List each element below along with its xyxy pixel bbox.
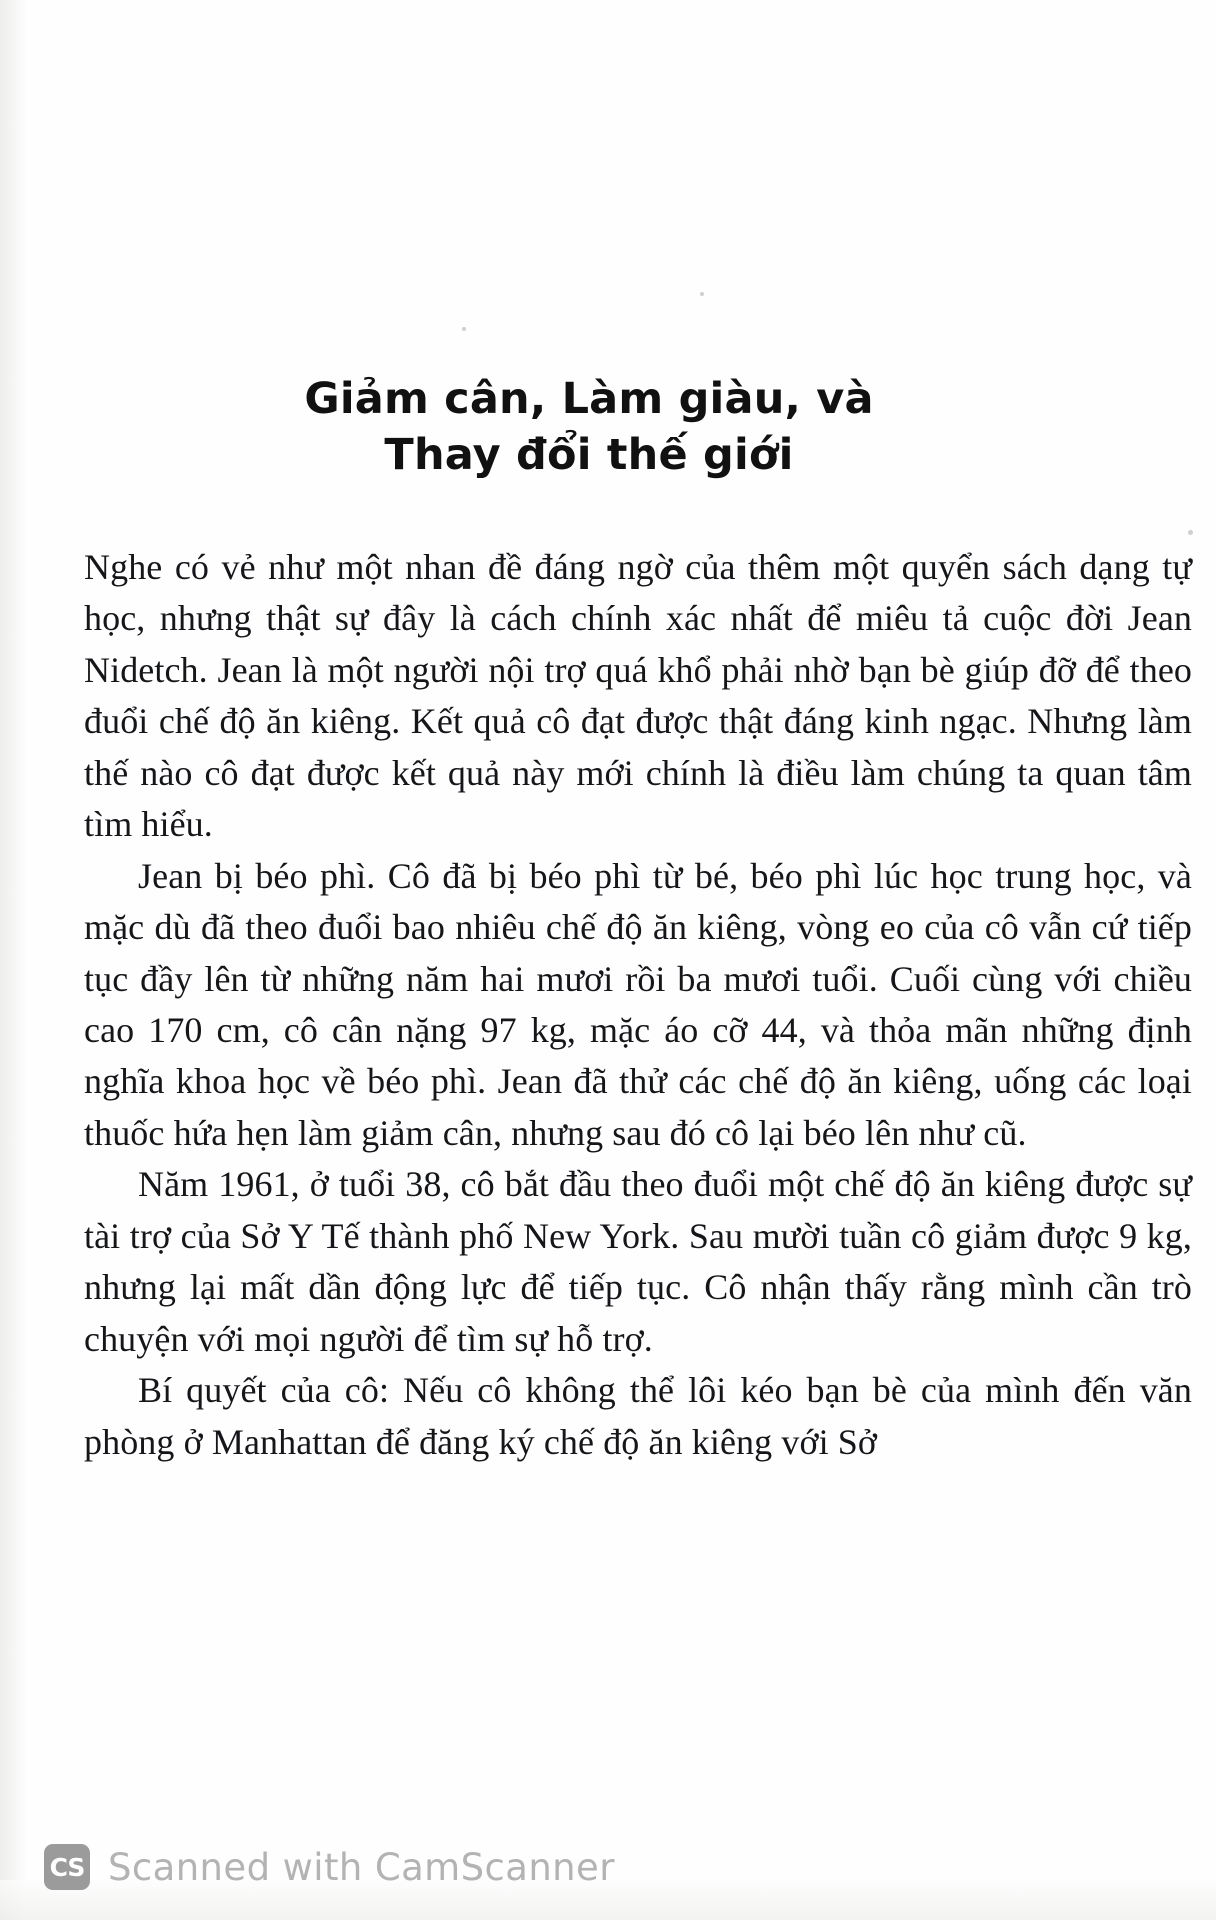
scan-speck	[700, 292, 704, 296]
page-title	[84, 372, 1214, 484]
camscanner-watermark-label: Scanned with CamScanner	[108, 1845, 615, 1889]
paragraph: Năm 1961, ở tuổi 38, cô bắt đầu theo đuổi một chế độ ăn kiêng được sự tài trợ của Sở Y Tế thành phố New York. Sau mười tuần cô giảm được 9 kg, nhưng lại mất dần động lực để tiếp tục. Cô nhận thấy rằng mình cần trò chuyện với mọi người để tìm sự hỗ trợ.	[84, 1164, 1192, 1359]
page-content	[84, 372, 1214, 1468]
camscanner-logo-icon: CS	[44, 1844, 90, 1890]
scan-speck	[462, 327, 466, 331]
paragraph: Jean bị béo phì. Cô đã bị béo phì từ bé, béo phì lúc học trung học, và mặc dù đã theo đuổi bao nhiêu chế độ ăn kiêng, vòng eo của cô vẫn cứ tiếp tục đầy lên từ những năm hai mươi rồi ba mươi tuổi. Cuối cùng với chiều cao 170 cm, cô cân nặng 97 kg, mặc áo cỡ 44, và thỏa mãn những định nghĩa khoa học về béo phì. Jean đã thử các chế độ ăn kiêng, uống các loại thuốc hứa hẹn làm giảm cân, nhưng sau đó cô lại béo lên như cũ.	[84, 855, 1192, 1153]
page-title-line-1: Giảm cân, Làm giàu, và	[304, 374, 874, 424]
paragraph: Bí quyết của cô: Nếu cô không thể lôi kéo bạn bè của mình đến văn phòng ở Manhattan để đăng ký chế độ ăn kiêng với Sở	[84, 1370, 1192, 1462]
camscanner-watermark	[44, 1844, 615, 1890]
scan-edge-shadow-left	[0, 0, 26, 1920]
paragraph: Nghe có vẻ như một nhan đề đáng ngờ của thêm một quyển sách dạng tự học, nhưng thật sự đây là cách chính xác nhất để miêu tả cuộc đời Jean Nidetch. Jean là một người nội trợ quá khổ phải nhờ bạn bè giúp đỡ để theo đuổi chế độ ăn kiêng. Kết quả cô đạt được thật đáng kinh ngạc. Nhưng làm thế nào cô đạt được kết quả này mới chính là điều làm chúng ta quan tâm tìm hiểu.	[84, 546, 1192, 845]
body-text	[84, 542, 1214, 1468]
page-title-line-2: Thay đổi thế giới	[384, 429, 794, 480]
